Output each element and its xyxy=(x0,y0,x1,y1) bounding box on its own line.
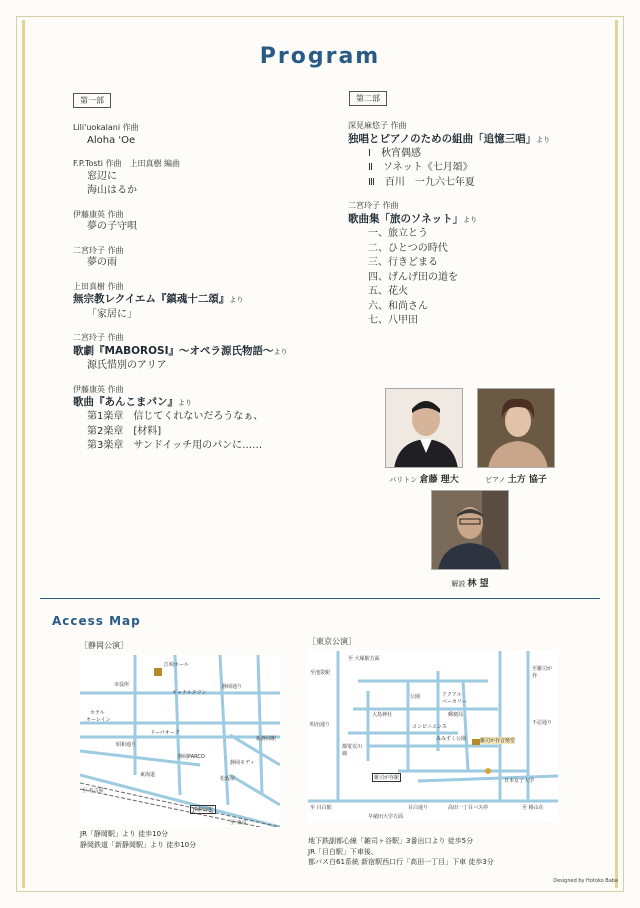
map-place: 雑司が谷音楽堂 xyxy=(480,738,516,744)
map-place: 至 目白駅 xyxy=(310,805,332,811)
part1-program xyxy=(73,112,333,454)
tokyo-label: ［東京公演］ xyxy=(308,637,356,646)
direction-line: 地下鉄副都心線「雑司ヶ谷駅」3番出口より 徒歩5分 xyxy=(308,837,474,845)
map-place: 雑司が谷駅 xyxy=(374,775,400,781)
direction-line: JR「目白駅」下車後、 xyxy=(308,847,378,856)
map-place: 静岡PARCO xyxy=(178,754,205,760)
performer-photo-commentary xyxy=(431,490,509,570)
piece-title: 三、行きどまる xyxy=(368,257,438,269)
map-place: 明治通り xyxy=(310,722,331,728)
map-place: 早稲田大学方面 xyxy=(368,814,404,820)
map-place: 至雑司が谷 xyxy=(532,666,553,679)
work-title-text: 独唱とピアノのための組曲「追憶三唱」 xyxy=(348,132,537,145)
performer-photo-piano xyxy=(477,388,555,468)
map-place: ベーカリー xyxy=(442,699,467,705)
program-item xyxy=(348,120,598,190)
piece-title: 第1楽章 信じてくれないだろうなぁ、 xyxy=(87,411,264,423)
program-item xyxy=(73,245,333,271)
piece-title: Ⅱ ソネット《七月頌》 xyxy=(368,162,473,174)
performer-role: 解説 xyxy=(451,580,466,588)
map-place: コンビニエンス xyxy=(412,724,447,730)
composer-credit: 二宮玲子 作曲 xyxy=(73,245,124,255)
composer-credit: 上田真樹 作曲 xyxy=(73,281,124,291)
map-place: JR静岡駅 xyxy=(190,805,216,814)
shizuoka-map xyxy=(80,655,280,827)
map-place: 大鳥神社 xyxy=(372,712,393,718)
map-place: 都電荒川線 xyxy=(342,744,363,757)
part2-program xyxy=(348,110,598,329)
map-place: 至池袋駅 xyxy=(310,670,331,676)
performer-name: 林 望 xyxy=(467,579,489,589)
map-place: 日本女子大学 xyxy=(504,778,535,784)
map-place: 松坂屋 xyxy=(220,776,236,782)
shizuoka-directions xyxy=(80,829,196,850)
piece-title: 夢の雨 xyxy=(87,257,117,269)
piece-title: 窓辺に xyxy=(87,170,117,182)
map-place: 至 椿山荘 xyxy=(522,805,544,811)
composer-credit: 二宮玲子 作曲 xyxy=(348,201,399,211)
program-item xyxy=(73,384,333,454)
performer-name: 倉藤 理大 xyxy=(419,475,459,485)
map-place: 至 東京 xyxy=(230,820,247,826)
performer-caption-commentary xyxy=(431,576,509,589)
work-title xyxy=(348,132,598,147)
map-place: ホテル xyxy=(90,710,105,716)
map-place: キャナルタウン xyxy=(172,690,207,696)
performer-caption-baritone xyxy=(385,472,463,485)
excerpt-marker: より xyxy=(536,135,551,144)
performer-role: バリトン xyxy=(389,476,418,484)
work-title xyxy=(348,212,598,227)
map-place: 静岡モディ xyxy=(230,760,255,766)
map-place: 新静岡駅 xyxy=(256,736,277,742)
page-title: Program xyxy=(259,44,381,69)
piece-title: 六、和尚さん xyxy=(368,300,428,312)
performer-caption-piano xyxy=(477,472,555,485)
piece-title: 第2楽章 [材料] xyxy=(87,425,162,437)
map-place: 昭和通り xyxy=(116,742,137,748)
excerpt-marker: より xyxy=(229,296,244,305)
excerpt-marker: より xyxy=(178,399,192,408)
piece-title: Ⅰ 秋宵偶感 xyxy=(368,147,421,159)
composer-credit: 伊藤康英 作曲 xyxy=(73,209,124,219)
program-item xyxy=(73,122,333,148)
map-place: 高田一丁目バス停 xyxy=(448,805,489,811)
composer-credit: 伊藤康英 作曲 xyxy=(73,384,124,394)
excerpt-marker: より xyxy=(463,215,478,224)
access-map-title: Access Map xyxy=(52,614,141,628)
map-place: 市役所 xyxy=(114,682,130,688)
section-divider xyxy=(40,598,600,599)
work-title-text: 無宗教レクイエム『鎮魂十二頌』 xyxy=(73,293,230,306)
piece-title: 海山はるか xyxy=(87,185,137,197)
tokyo-map xyxy=(308,651,558,821)
work-title-text: 歌曲『あんこまパン』 xyxy=(73,396,178,409)
map-place: オーレイン xyxy=(86,717,111,723)
map-place: みみずく公園 xyxy=(436,736,467,742)
part2-tag: 第二部 xyxy=(349,91,387,106)
work-title-text: 歌曲集「旅のソネット」 xyxy=(348,212,464,225)
shizuoka-label: ［静岡公演］ xyxy=(80,641,128,650)
performer-name: 土方 協子 xyxy=(507,475,547,485)
map-place: 不忍通り xyxy=(532,720,553,726)
piece-title: Aloha 'Oe xyxy=(87,134,136,146)
piece-title: Ⅲ 百川 一九六七年夏 xyxy=(368,176,475,188)
piece-title: 夢の子守唄 xyxy=(87,221,137,233)
map-place: 静岡通り xyxy=(222,684,243,690)
designer-credit: Designed by Hotoko Baba xyxy=(553,878,618,884)
program-item xyxy=(348,200,598,328)
direction-line: 都バス白61系統 新宿駅西口行「高田一丁目」下車 徒歩3分 xyxy=(308,858,494,866)
map-place: 至 名古屋 xyxy=(82,788,104,794)
program-item xyxy=(73,281,333,322)
map-place: 公園 xyxy=(410,694,421,700)
work-title-text: 歌劇『MABOROSI』～オペラ源氏物語～ xyxy=(73,344,274,357)
piece-title: 「家居に」 xyxy=(87,308,137,320)
composer-credit: 深見麻悠子 作曲 xyxy=(348,121,407,130)
map-place: アクアル xyxy=(442,692,462,698)
program-item xyxy=(73,158,333,199)
performer-photo-baritone xyxy=(385,388,463,468)
piece-title: 五、花火 xyxy=(368,286,408,298)
composer-credit: Lili'uokalani 作曲 xyxy=(73,123,139,132)
tokyo-directions xyxy=(308,836,494,868)
composer-credit: 二宮玲子 作曲 xyxy=(73,333,124,343)
performer-role: ピアノ xyxy=(485,476,506,484)
work-title xyxy=(73,292,333,307)
program-item xyxy=(73,332,333,373)
direction-line: 静岡鉄道「新静岡駅」より 徒歩10分 xyxy=(80,840,197,849)
map-place: ドーパオーク xyxy=(150,730,180,736)
program-item xyxy=(73,209,333,235)
piece-title: 二、ひとつの時代 xyxy=(368,242,448,254)
piece-title: 一、旅立とう xyxy=(368,228,428,240)
direction-line: JR「静岡駅」より 徒歩10分 xyxy=(80,830,169,838)
part1-tag: 第一部 xyxy=(73,93,111,108)
map-place: 至 大塚駅方面 xyxy=(348,656,380,662)
excerpt-marker: より xyxy=(273,347,288,356)
map-place: 目白通り xyxy=(408,805,429,811)
piece-title: 第3楽章 サンドイッチ用のパンに…… xyxy=(87,440,263,452)
work-title xyxy=(73,344,333,359)
map-place: 江崎ホール xyxy=(164,662,189,668)
piece-title: 七、八甲田 xyxy=(368,315,418,327)
map-place: 東海道 xyxy=(140,772,156,778)
work-title xyxy=(73,395,333,410)
composer-credit: F.P.Tosti 作曲 上田真樹 編曲 xyxy=(73,159,181,169)
piece-title: 源氏惜別のアリア xyxy=(87,360,167,371)
piece-title: 四、げんげ田の道を xyxy=(368,271,458,283)
map-place: 郵便局 xyxy=(448,712,464,718)
